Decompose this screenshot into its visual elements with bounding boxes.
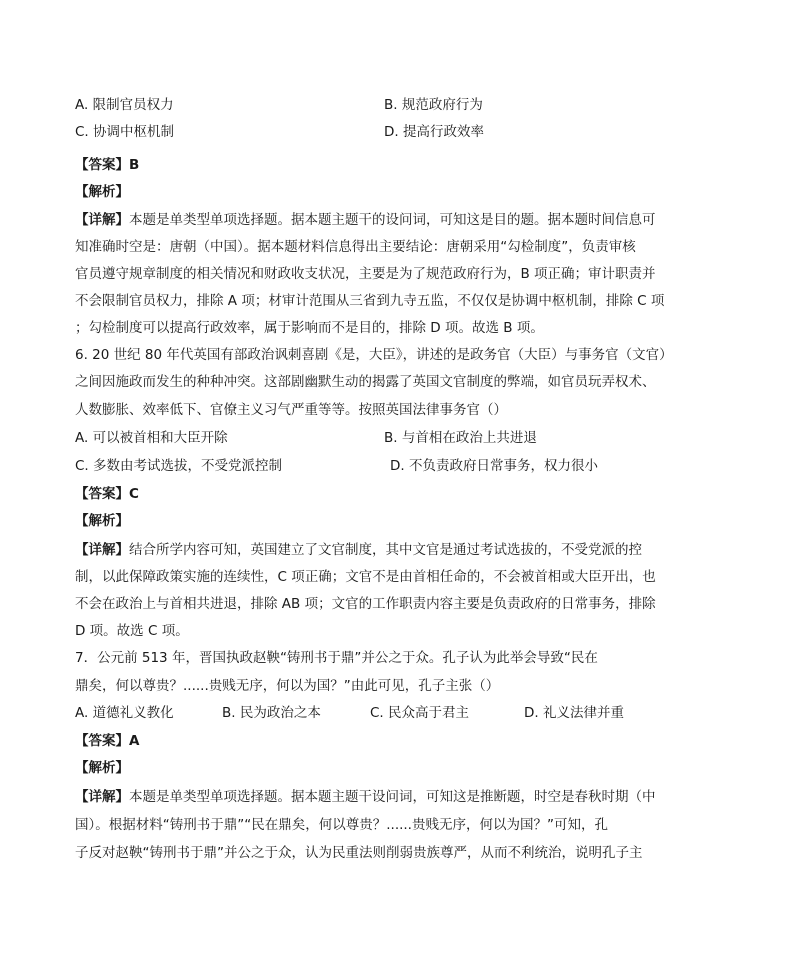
q6-option-a: A. 可以被首相和大臣开除 — [75, 430, 228, 446]
q5-detail-line-4: 不会限制官员权力，排除 A 项；材审计范围从三省到九寺五监，不仅仅是协调中枢机制，排除 C 项 — [75, 293, 665, 309]
detail-tag: 【详解】 — [75, 542, 129, 558]
answer-value: A — [129, 733, 140, 749]
q6-option-d: D. 不负责政府日常事务，权力很小 — [390, 458, 598, 474]
q5-option-c: C. 协调中枢机制 — [75, 124, 175, 140]
q5-detail-line-3: 官员遵守规章制度的相关情况和财政收支状况，主要是为了规范政府行为，B 项正确；审计职责并 — [75, 266, 656, 282]
q6-option-b: B. 与首相在政治上共进退 — [384, 430, 537, 446]
q7-option-d: D. 礼义法律并重 — [524, 705, 624, 721]
detail-tag: 【详解】 — [75, 789, 129, 805]
q7-detail-line-1: 【详解】本题是单类型单项选择题。据本题主题干设问词，可知这是推断题，时空是春秋时期（中 — [75, 789, 656, 805]
q7-answer — [75, 731, 139, 751]
q6-stem-line-1: 6. 20 世纪 80 年代英国有部政治讽刺喜剧《是，大臣》，讲述的是政务官（大臣）与事务官（文官） — [75, 347, 673, 363]
q5-detail-line-5: ；勾检制度可以提高行政效率，属于影响而不是目的，排除 D 项。故选 B 项。 — [75, 320, 544, 336]
q7-option-c: C. 民众高于君主 — [370, 705, 470, 721]
q7-detail-line-3: 子反对赵鞅“铸刑书于鼎”并公之于众，认为民重法则削弱贵族尊严，从而不利统治，说明孔子主 — [75, 845, 643, 861]
q5-detail-line-2: 知准确时空是：唐朝（中国）。据本题材料信息得出主要结论：唐朝采用“勾检制度”，负责审核 — [75, 239, 636, 255]
detail-tag: 【详解】 — [75, 212, 129, 228]
q6-analysis-tag: 【解析】 — [75, 513, 129, 529]
answer-tag: 【答案】 — [75, 486, 129, 502]
answer-value: C — [129, 486, 139, 502]
q6-detail-line-1: 【详解】结合所学内容可知，英国建立了文官制度，其中文官是通过考试选拔的，不受党派的控 — [75, 542, 642, 558]
q6-stem-line-2: 之间因施政而发生的种种冲突。这部剧幽默生动的揭露了英国文官制度的弊端，如官员玩弄权术、 — [75, 374, 656, 390]
answer-value: B — [129, 157, 140, 173]
q5-option-a: A. 限制官员权力 — [75, 97, 174, 113]
q7-analysis-tag: 【解析】 — [75, 760, 129, 776]
q7-stem-line-1: 7．公元前 513 年，晋国执政赵鞅“铸刑书于鼎”并公之于众。孔子认为此举会导致“民在 — [75, 650, 598, 666]
q5-detail-line-1: 【详解】本题是单类型单项选择题。据本题主题干的设问词，可知这是目的题。据本题时间信息可 — [75, 212, 656, 228]
q7-stem-line-2: 鼎矣，何以尊贵？......贵贱无序，何以为国？”由此可见，孔子主张（） — [75, 678, 500, 694]
q6-stem-line-3: 人数膨胀、效率低下、官僚主义习气严重等等。按照英国法律事务官（） — [75, 402, 507, 418]
q5-analysis-tag: 【解析】 — [75, 184, 129, 200]
q5-option-b: B. 规范政府行为 — [384, 97, 483, 113]
q5-answer — [75, 155, 139, 175]
q6-option-c: C. 多数由考试选拔，不受党派控制 — [75, 458, 283, 474]
q6-detail-line-3: 不会在政治上与首相共进退，排除 AB 项；文官的工作职责内容主要是负责政府的日常事务，排除 — [75, 596, 656, 612]
answer-tag: 【答案】 — [75, 733, 129, 749]
q6-answer — [75, 484, 139, 504]
q6-detail-line-4: D 项。故选 C 项。 — [75, 623, 189, 639]
q5-option-d: D. 提高行政效率 — [384, 124, 484, 140]
q7-option-b: B. 民为政治之本 — [222, 705, 321, 721]
answer-tag: 【答案】 — [75, 157, 129, 173]
q7-option-a: A. 道德礼义教化 — [75, 705, 174, 721]
q7-detail-line-2: 国）。根据材料“铸刑书于鼎”“民在鼎矣，何以尊贵？......贵贱无序，何以为国？”可知，孔 — [75, 817, 608, 833]
q6-detail-line-2: 制，以此保障政策实施的连续性，C 项正确；文官不是由首相任命的，不会被首相或大臣开出，也 — [75, 569, 656, 585]
